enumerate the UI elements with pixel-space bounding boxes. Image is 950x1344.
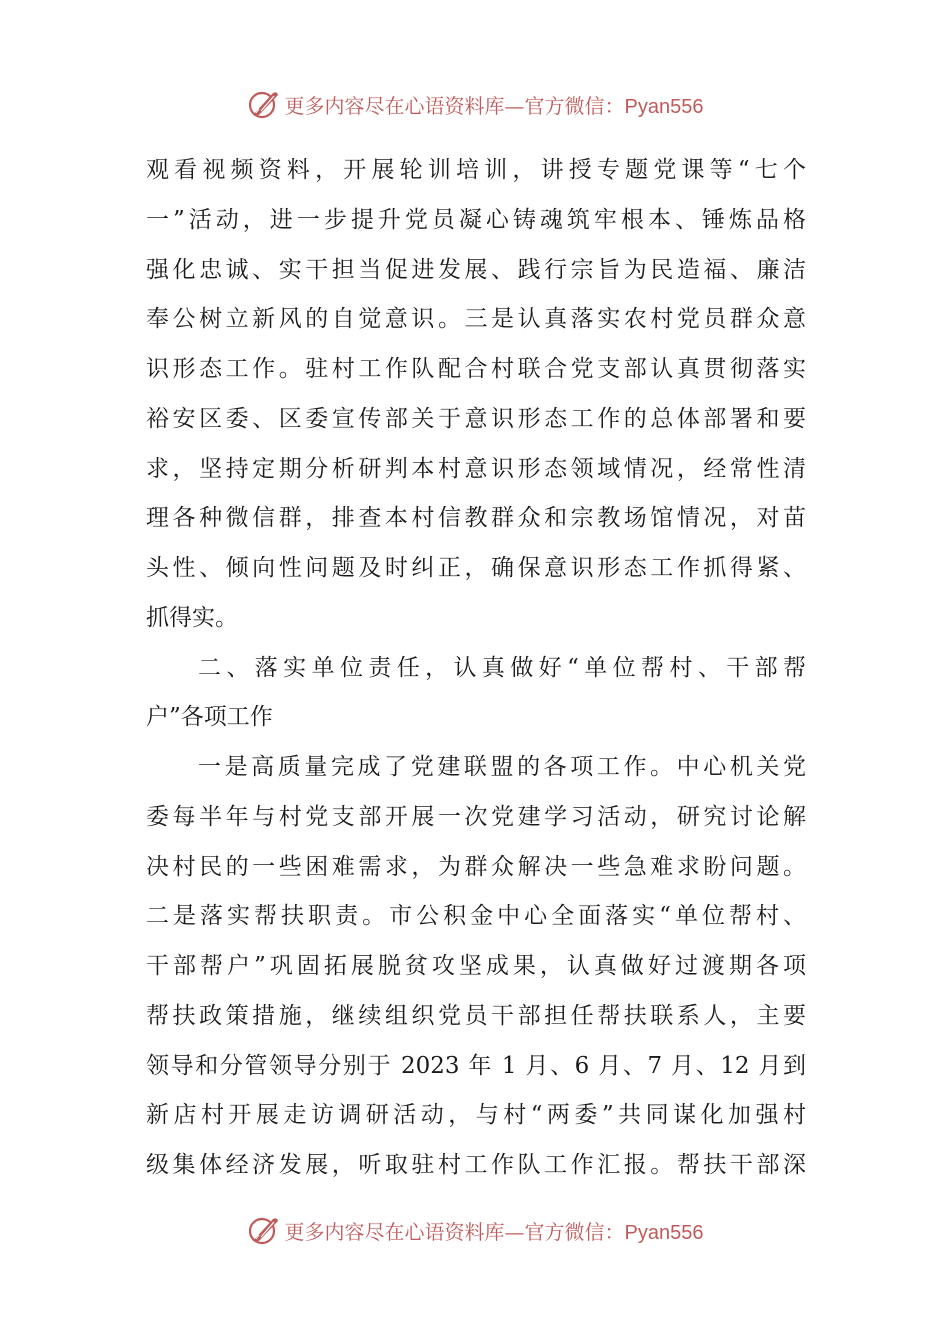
text-line: 决村民的一些困难需求，为群众解决一些急难求盼问题。 [146, 853, 806, 880]
text-line: 头性、倾向性问题及时纠正，确保意识形态工作抓得紧、 [146, 555, 806, 581]
text-line: 新店村开展走访调研活动，与村“两委”共同谋化加强村 [146, 1102, 806, 1129]
text-line: 抓得实。 [146, 604, 238, 631]
text-line: 一”活动，进一步提升党员凝心铸魂筑牢根本、锤炼品格 [146, 206, 806, 233]
text-line: 强化忠诚、实干担当促进发展、践行宗旨为民造福、廉洁 [146, 256, 806, 283]
wechat-handle: Pyan556 [624, 1221, 704, 1244]
section-heading [146, 644, 806, 744]
document-body [146, 146, 806, 1191]
footer-banner [0, 1210, 950, 1250]
text-line: 求，坚持定期分析研判本村意识形态领域情况，经常性清 [146, 455, 806, 482]
paragraph-1 [146, 146, 806, 644]
text-line: 干部帮户”巩固拓展脱贫攻坚成果，认真做好过渡期各项 [146, 953, 806, 979]
text-line: 级集体经济发展，听取驻村工作队工作汇报。帮扶干部深 [146, 1152, 806, 1178]
text-line: 奉公树立新风的自觉意识。三是认真落实农村党员群众意 [146, 306, 806, 333]
text-line: 委每半年与村党支部开展一次党建学习活动，研究讨论解 [146, 803, 806, 830]
text-line: 观看视频资料，开展轮训培训，讲授专题党课等“七个 [146, 157, 806, 183]
heading-line: 二、落实单位责任，认真做好“单位帮村、干部帮 [198, 654, 806, 681]
banner-text: 更多内容尽在心语资料库—官方微信：Pyan556 [284, 1219, 704, 1244]
text-line: 裕安区委、区委宣传部关于意识形态工作的总体部署和要 [146, 405, 806, 432]
banner-text: 更多内容尽在心语资料库—官方微信：Pyan556 [284, 93, 704, 118]
quill-logo-icon [247, 87, 281, 121]
wechat-handle: Pyan556 [624, 95, 704, 118]
heading-line: 户”各项工作 [146, 704, 273, 731]
header-banner [0, 84, 950, 124]
text-line: 帮扶政策措施，继续组织党员干部担任帮扶联系人，主要 [146, 1002, 806, 1029]
quill-logo-icon [247, 1213, 281, 1247]
text-line: 一是高质量完成了党建联盟的各项工作。中心机关党 [198, 754, 806, 780]
text-line: 领导和分管领导分别于 2023 年 1 月、6 月、7 月、12 月到 [146, 1052, 806, 1079]
text-line: 二是落实帮扶职责。市公积金中心全面落实“单位帮村、 [146, 903, 806, 930]
paragraph-2 [146, 743, 806, 1191]
text-line: 识形态工作。驻村工作队配合村联合党支部认真贯彻落实 [146, 356, 806, 382]
text-line: 理各种微信群，排查本村信教群众和宗教场馆情况，对苗 [146, 505, 806, 532]
